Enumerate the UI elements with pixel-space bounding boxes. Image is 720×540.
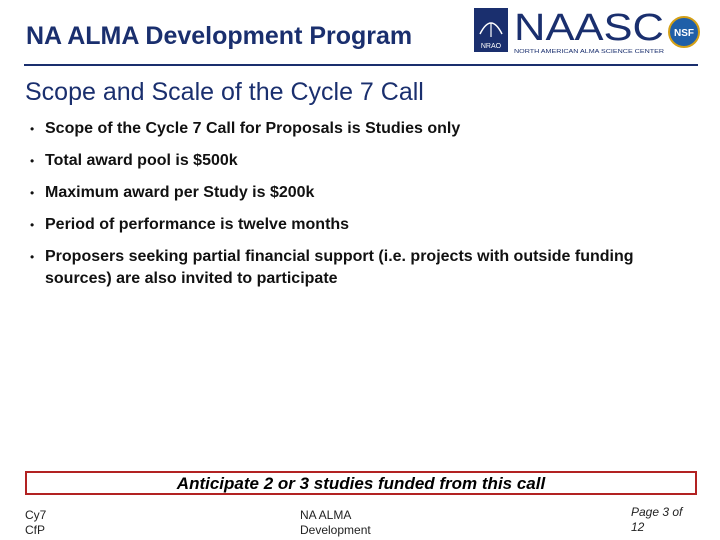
nrao-text: NRAO bbox=[480, 43, 502, 50]
nsf-logo bbox=[669, 17, 699, 47]
nsf-text: NSF bbox=[674, 28, 694, 39]
bullet-dot-icon: • bbox=[30, 218, 35, 232]
footer-left: Cy7 CfP bbox=[25, 508, 47, 537]
bullet-item bbox=[30, 214, 670, 236]
bullet-item bbox=[30, 246, 670, 290]
naasc-logo bbox=[470, 4, 700, 60]
nrao-logo bbox=[474, 8, 508, 52]
bullet-text: Maximum award per Study is $200k bbox=[45, 184, 315, 201]
slide-title: Scope and Scale of the Cycle 7 Call bbox=[25, 78, 424, 106]
bullet-dot-icon: • bbox=[30, 250, 35, 264]
footer-page-number: Page 3 of 12 bbox=[631, 505, 683, 534]
header-title: NA ALMA Development Program bbox=[26, 22, 413, 50]
logo-text: NAASC bbox=[514, 7, 664, 49]
header-divider bbox=[24, 64, 698, 66]
bullet-text: Scope of the Cycle 7 Call for Proposals is Studies only bbox=[45, 120, 461, 137]
bullet-dot-icon: • bbox=[30, 186, 35, 200]
bullet-item bbox=[30, 118, 670, 140]
logo-subtext: NORTH AMERICAN ALMA SCIENCE CENTER bbox=[514, 49, 665, 55]
bullet-dot-icon: • bbox=[30, 122, 35, 136]
bullet-item bbox=[30, 182, 670, 204]
bullet-text: Proposers seeking partial financial support (i.e. projects with outside funding sources) are also invited to participate bbox=[45, 248, 634, 287]
bullet-dot-icon: • bbox=[30, 154, 35, 168]
bullet-list bbox=[30, 118, 670, 300]
footer-center: NA ALMA Development bbox=[300, 508, 371, 537]
callout-text: Anticipate 2 or 3 studies funded from this call bbox=[176, 474, 546, 493]
bullet-item bbox=[30, 150, 670, 172]
bullet-text: Total award pool is $500k bbox=[45, 152, 238, 169]
bullet-text: Period of performance is twelve months bbox=[45, 216, 350, 233]
